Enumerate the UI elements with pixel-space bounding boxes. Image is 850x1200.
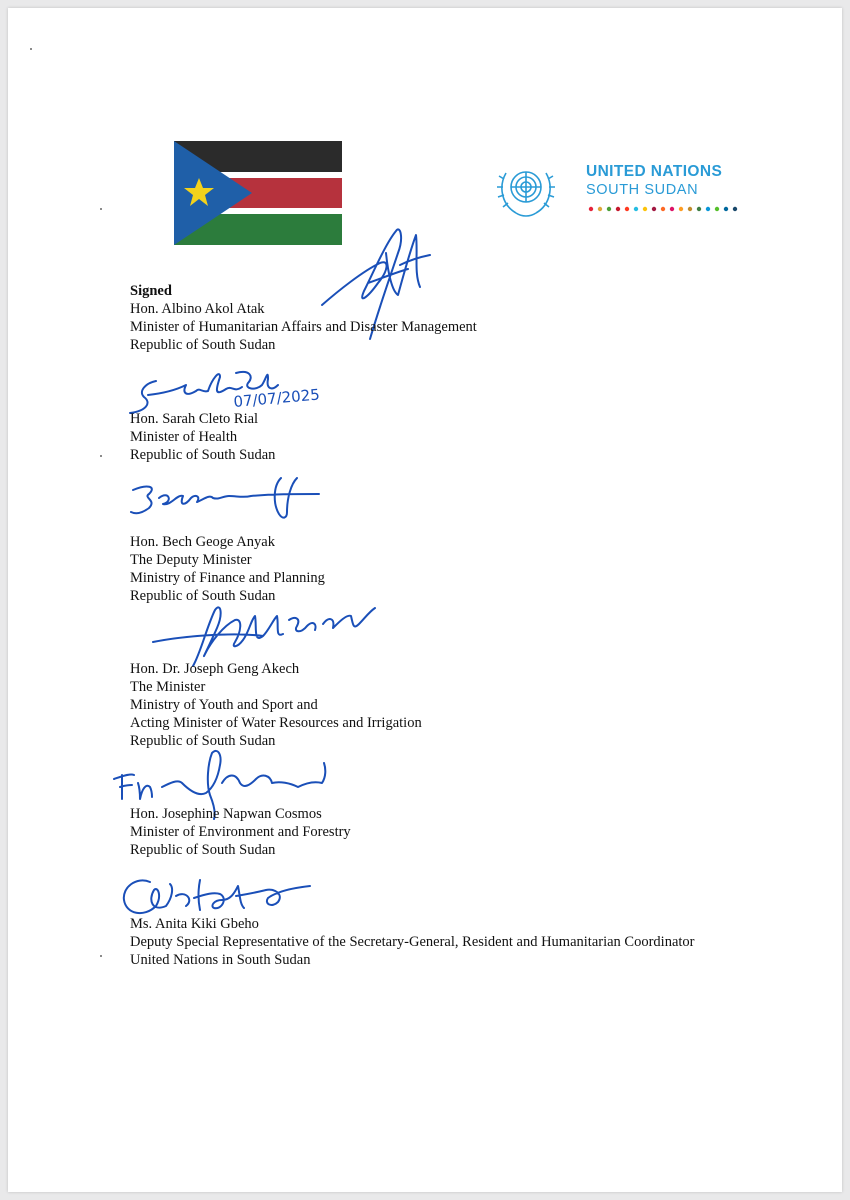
signatory-block-5: [130, 805, 351, 859]
signatory-title: The Minister: [130, 679, 206, 695]
signatory-name: Hon. Albino Akol Atak: [130, 301, 265, 317]
scan-speck: [30, 48, 32, 50]
handwritten-date: 07/07/2025: [232, 385, 321, 411]
signatory-country: Republic of South Sudan: [130, 588, 276, 604]
signature-joseph-geng-akech: [143, 596, 393, 668]
signed-label: Signed: [130, 283, 172, 299]
signatory-country: Republic of South Sudan: [130, 842, 276, 858]
sdg-dot: [598, 207, 602, 211]
signatory-title: Minister of Humanitarian Affairs and Disaster Management: [130, 319, 477, 335]
un-emblem-icon: [494, 157, 558, 221]
scan-speck: [100, 455, 102, 457]
signatory-organization: United Nations in South Sudan: [130, 952, 311, 968]
sdg-dot: [643, 207, 647, 211]
sdg-color-dots: [588, 206, 748, 212]
signatory-ministry: Ministry of Youth and Sport and: [130, 697, 318, 713]
scan-speck: [100, 955, 102, 957]
signatory-name: Ms. Anita Kiki Gbeho: [130, 916, 259, 932]
signatory-title: Minister of Environment and Forestry: [130, 824, 351, 840]
signatory-block-4: [130, 660, 422, 750]
signatory-name: Hon. Bech Geoge Anyak: [130, 534, 275, 550]
sdg-dot: [661, 207, 665, 211]
scan-speck: [100, 208, 102, 210]
sdg-dot: [706, 207, 710, 211]
signature-bech-geoge-anyak: [123, 468, 328, 530]
sdg-dot: [607, 207, 611, 211]
sdg-dot: [634, 207, 638, 211]
un-logo-line1: UNITED NATIONS: [586, 163, 723, 180]
signatory-name: Hon. Josephine Napwan Cosmos: [130, 806, 322, 822]
sdg-dot: [697, 207, 701, 211]
un-south-sudan-logo: [494, 157, 754, 221]
signatory-title: Deputy Special Representative of the Secretary-General, Resident and Humanitarian Coordinator: [130, 934, 695, 950]
sdg-dot: [724, 207, 728, 211]
signatory-block-1: [130, 282, 477, 354]
signatory-country: Republic of South Sudan: [130, 447, 276, 463]
document-page: [8, 8, 842, 1192]
signatory-acting-role: Acting Minister of Water Resources and Irrigation: [130, 715, 422, 731]
signatory-block-2: [130, 410, 275, 464]
signatory-name: Hon. Sarah Cleto Rial: [130, 411, 259, 427]
signatory-name: Hon. Dr. Joseph Geng Akech: [130, 661, 300, 677]
sdg-dot: [688, 207, 692, 211]
signatory-title: The Deputy Minister: [130, 552, 252, 568]
sdg-dot: [625, 207, 629, 211]
sdg-dot: [733, 207, 737, 211]
signatory-block-6: [130, 915, 695, 969]
sdg-dot: [652, 207, 656, 211]
sdg-dot: [679, 207, 683, 211]
signatory-block-3: [130, 533, 325, 605]
un-logo-line2: SOUTH SUDAN: [586, 182, 699, 198]
sdg-dot: [715, 207, 719, 211]
signatory-ministry: Ministry of Finance and Planning: [130, 570, 325, 586]
sdg-dot: [616, 207, 620, 211]
signatory-country: Republic of South Sudan: [130, 337, 276, 353]
signatory-title: Minister of Health: [130, 429, 238, 445]
sdg-dot: [589, 207, 593, 211]
signatory-country: Republic of South Sudan: [130, 733, 276, 749]
sdg-dot: [670, 207, 674, 211]
